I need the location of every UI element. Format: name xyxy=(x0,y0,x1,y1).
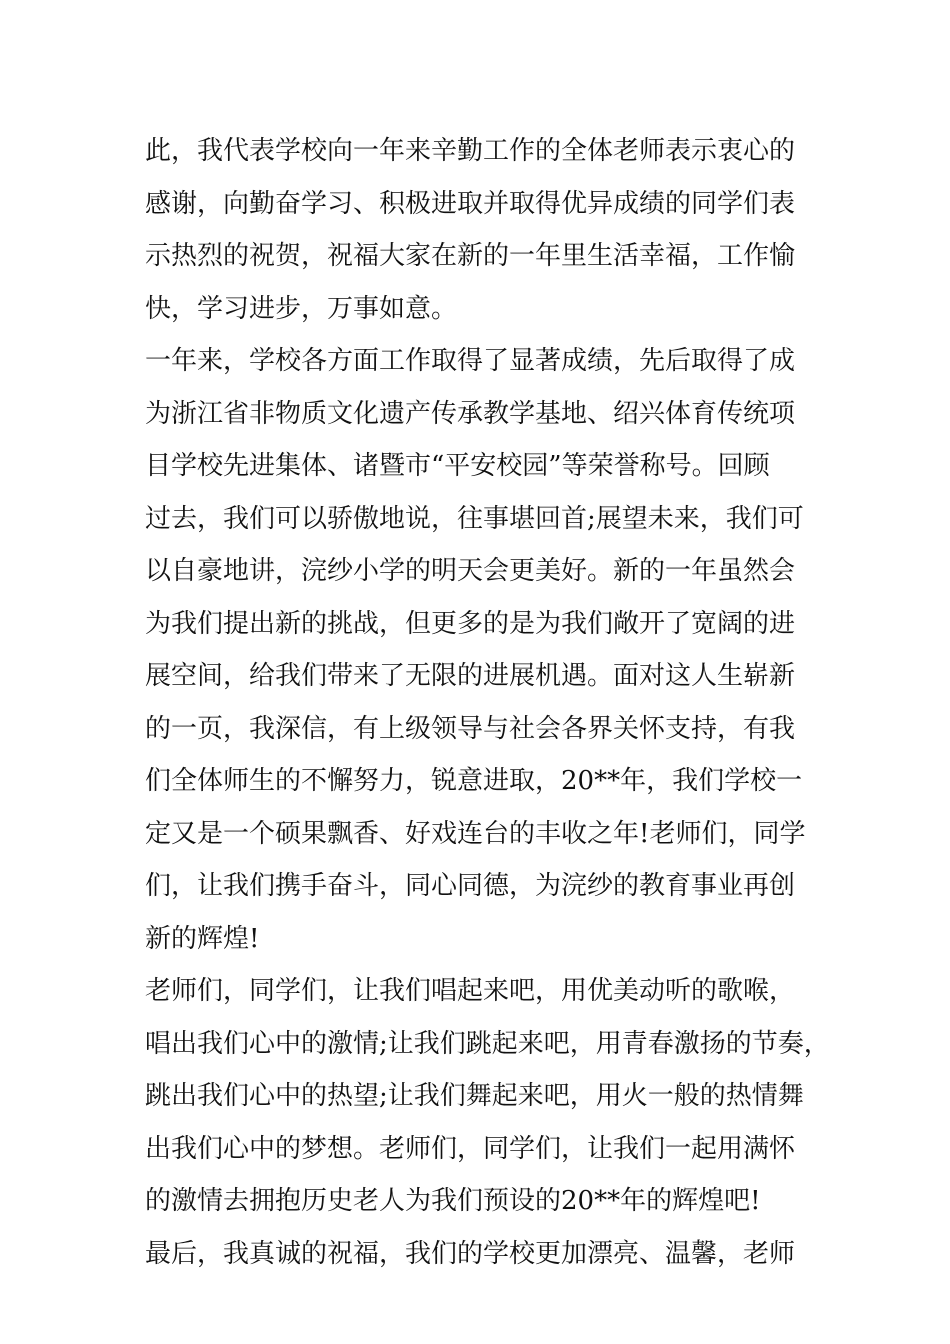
text-line: 唱出我们心中的激情;让我们跳起来吧，用青春激扬的节奏， xyxy=(145,1028,830,1059)
body-text xyxy=(145,125,830,1280)
text-line: 们全体师生的不懈努力，锐意进取，20**年，我们学校一 xyxy=(145,766,803,796)
text-line: 此，我代表学校向一年来辛勤工作的全体老师表示衷心的 xyxy=(145,136,796,166)
text-line: 一年来，学校各方面工作取得了显著成绩，先后取得了成 xyxy=(145,346,796,376)
text-line: 为浙江省非物质文化遗产传承教学基地、绍兴体育传统项 xyxy=(145,398,796,429)
text-line: 过去，我们可以骄傲地说，往事堪回首;展望未来，我们可 xyxy=(145,503,804,534)
text-line: 的激情去拥抱历史老人为我们预设的20**年的辉煌吧! xyxy=(145,1186,761,1216)
text-line: 定又是一个硕果飘香、好戏连台的丰收之年!老师们，同学 xyxy=(145,818,806,849)
text-line: 示热烈的祝贺，祝福大家在新的一年里生活幸福，工作愉 xyxy=(145,241,796,271)
text-line: 以自豪地讲，浣纱小学的明天会更美好。新的一年虽然会 xyxy=(145,556,796,586)
text-line: 跳出我们心中的热望;让我们舞起来吧，用火一般的热情舞 xyxy=(145,1081,804,1111)
text-line: 感谢，向勤奋学习、积极进取并取得优异成绩的同学们表 xyxy=(145,188,796,219)
text-line: 新的辉煌! xyxy=(145,923,260,954)
text-line: 的一页，我深信，有上级领导与社会各界关怀支持，有我 xyxy=(145,713,796,744)
text-line: 快，学习进步，万事如意。 xyxy=(145,293,458,324)
text-line: 为我们提出新的挑战，但更多的是为我们敞开了宽阔的进 xyxy=(145,608,796,639)
text-line: 最后，我真诚的祝福，我们的学校更加漂亮、温馨，老师 xyxy=(145,1238,796,1269)
text-line: 老师们，同学们，让我们唱起来吧，用优美动听的歌喉， xyxy=(145,976,796,1006)
text-line: 目学校先进集体、诸暨市“平安校园”等荣誉称号。回顾 xyxy=(145,451,770,481)
text-line: 们，让我们携手奋斗，同心同德，为浣纱的教育事业再创 xyxy=(145,871,796,901)
text-line: 展空间，给我们带来了无限的进展机遇。面对这人生崭新 xyxy=(145,661,796,691)
text-line: 出我们心中的梦想。老师们，同学们，让我们一起用满怀 xyxy=(145,1133,796,1164)
